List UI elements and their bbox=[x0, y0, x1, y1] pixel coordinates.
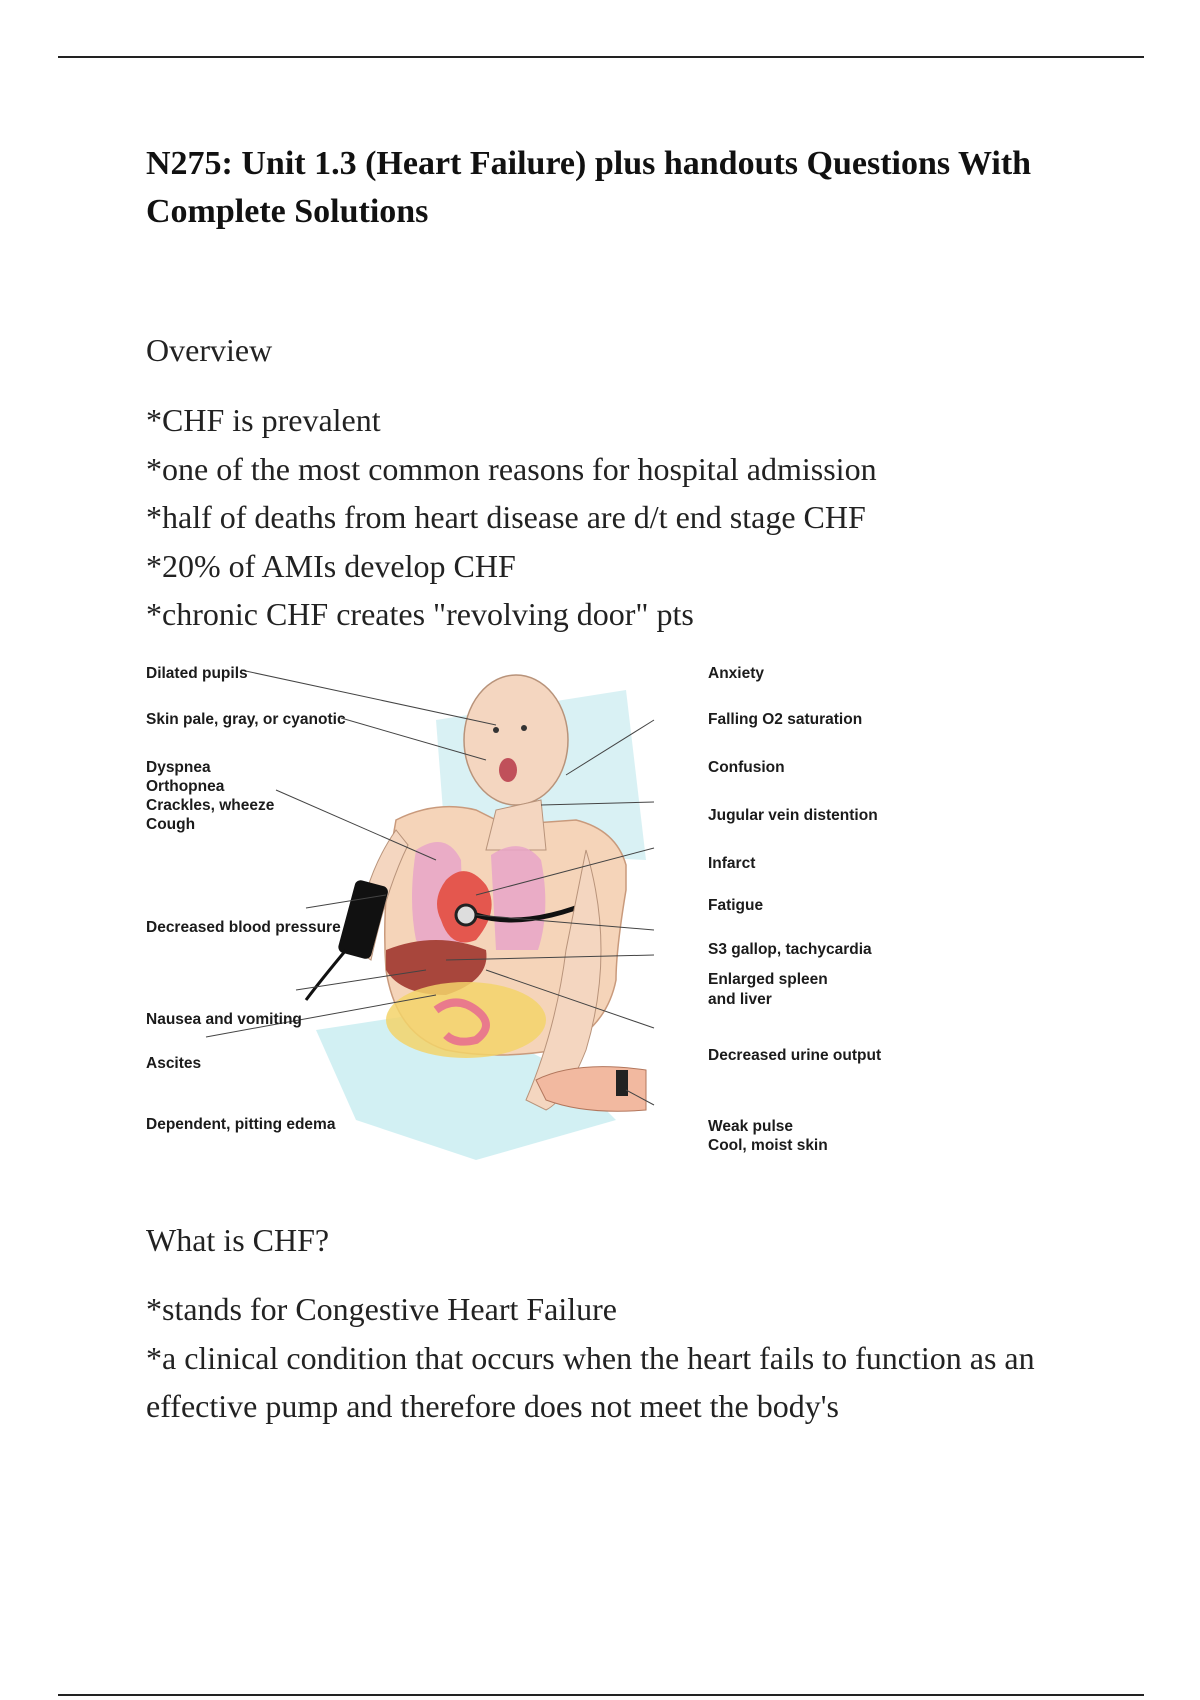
label-o2: Falling O2 saturation bbox=[708, 711, 863, 728]
label-jvd: Jugular vein distention bbox=[708, 807, 878, 824]
label-cool-skin: Cool, moist skin bbox=[708, 1137, 828, 1154]
label-liver: and liver bbox=[708, 991, 772, 1008]
top-rule bbox=[58, 56, 1144, 58]
label-crackles: Crackles, wheeze bbox=[146, 797, 275, 814]
bottom-rule bbox=[58, 1694, 1144, 1696]
chf-illustration bbox=[146, 650, 906, 1190]
list-item: *chronic CHF creates "revolving door" pts bbox=[146, 596, 694, 632]
label-spleen: Enlarged spleen bbox=[708, 971, 828, 988]
label-nausea: Nausea and vomiting bbox=[146, 1011, 302, 1028]
label-dilated-pupils: Dilated pupils bbox=[146, 665, 248, 682]
overview-list bbox=[146, 396, 877, 639]
label-s3: S3 gallop, tachycardia bbox=[708, 941, 872, 958]
list-item: *20% of AMIs develop CHF bbox=[146, 547, 516, 584]
label-edema: Dependent, pitting edema bbox=[146, 1116, 336, 1133]
label-fatigue: Fatigue bbox=[708, 897, 764, 914]
label-confusion: Confusion bbox=[708, 759, 785, 776]
label-orthopnea: Orthopnea bbox=[146, 778, 225, 795]
label-ascites: Ascites bbox=[146, 1055, 202, 1072]
label-infarct: Infarct bbox=[708, 855, 756, 872]
list-item: *a clinical condition that occurs when the heart fails to function as an effective pump and therefore does not meet the body's bbox=[146, 1339, 1035, 1424]
list-item: *one of the most common reasons for hospital admission bbox=[146, 450, 877, 487]
label-weak-pulse: Weak pulse bbox=[708, 1118, 794, 1135]
list-item: *half of deaths from heart disease are d/t end stage CHF bbox=[146, 499, 866, 535]
section-heading-overview: Overview bbox=[146, 332, 273, 368]
what-is-chf-text bbox=[146, 1285, 1106, 1431]
label-skin: Skin pale, gray, or cyanotic bbox=[146, 711, 346, 728]
list-item: *CHF is prevalent bbox=[146, 402, 381, 438]
document-title: N275: Unit 1.3 (Heart Failure) plus handouts Questions With Complete Solutions bbox=[146, 145, 1032, 230]
label-anxiety: Anxiety bbox=[708, 665, 764, 682]
label-urine: Decreased urine output bbox=[708, 1047, 882, 1064]
section-heading-what-is-chf: What is CHF? bbox=[146, 1222, 330, 1258]
list-item: *stands for Congestive Heart Failure bbox=[146, 1291, 617, 1327]
label-decreased-bp: Decreased blood pressure bbox=[146, 919, 341, 936]
label-dyspnea: Dyspnea bbox=[146, 759, 211, 776]
label-cough: Cough bbox=[146, 816, 196, 833]
